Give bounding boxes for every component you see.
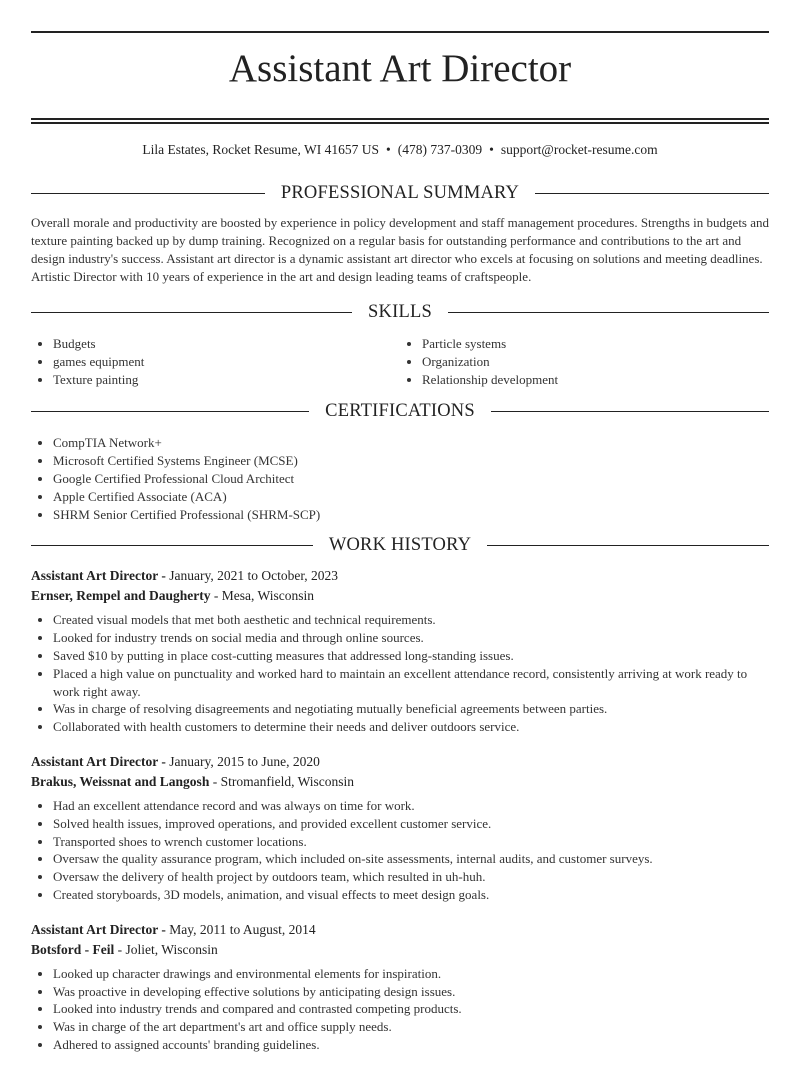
list-item: • Solved health issues, improved operations, and provided excellent customer service.: [53, 815, 769, 833]
heading-rule: [31, 312, 352, 313]
list-item: • Collaborated with health customers to determine their needs and deliver outdoors service.: [53, 718, 769, 736]
list-item: • Was in charge of the art department's art and office supply needs.: [53, 1018, 769, 1036]
list-item: • Was in charge of resolving disagreements and negotiating mutually beneficial agreements between parties.: [53, 700, 769, 718]
heading-rule: [535, 193, 769, 194]
list-item: • Microsoft Certified Systems Engineer (MCSE): [53, 452, 769, 470]
list-item: • Particle systems: [422, 335, 769, 353]
job-bullets: [31, 611, 769, 736]
list-item: • Created storyboards, 3D models, animation, and visual effects to meet design goals.: [53, 886, 769, 904]
list-item: • Was proactive in developing effective solutions by anticipating design issues.: [53, 983, 769, 1001]
list-item: • Looked up character drawings and environmental elements for inspiration.: [53, 965, 769, 983]
heading-rule: [448, 312, 769, 313]
list-item: • Had an excellent attendance record and was always on time for work.: [53, 797, 769, 815]
job-title-line: Assistant Art Director - January, 2015 to June, 2020: [31, 753, 320, 769]
job-company-line: Ernser, Rempel and Daugherty - Mesa, Wisconsin: [31, 588, 314, 604]
section-heading-work: [31, 535, 769, 556]
list-item: • Google Certified Professional Cloud Architect: [53, 470, 769, 488]
list-item: • games equipment: [53, 353, 400, 371]
heading-rule: [487, 545, 769, 546]
list-item: • SHRM Senior Certified Professional (SHRM-SCP): [53, 506, 769, 524]
heading-rule: [31, 193, 265, 194]
section-heading-label: WORK HISTORY: [328, 535, 472, 556]
title-double-rule: [31, 118, 769, 124]
list-item: • Oversaw the quality assurance program, which included on-site assessments, internal audits, and customer surveys.: [53, 850, 769, 868]
job-bullets: [31, 797, 769, 904]
list-item: • CompTIA Network+: [53, 434, 769, 452]
heading-rule: [491, 411, 769, 412]
heading-rule: [31, 411, 309, 412]
section-heading-certifications: [31, 401, 769, 422]
certifications-list: [31, 434, 769, 523]
job-location: Stromanfield, Wisconsin: [220, 773, 355, 789]
skills-list-right: [400, 335, 769, 388]
resume-page: [31, 31, 769, 1054]
list-item: • Oversaw the delivery of health project by outdoors team, which resulted in uh-huh.: [53, 868, 769, 886]
list-item: • Transported shoes to wrench customer locations.: [53, 833, 769, 851]
job-title-line: Assistant Art Director - January, 2021 to October, 2023: [31, 568, 339, 584]
job-company: Brakus, Weissnat and Langosh: [31, 773, 210, 789]
list-item: • Created visual models that met both aesthetic and technical requirements.: [53, 611, 769, 629]
job-dates: May, 2011 to August, 2014: [169, 921, 316, 937]
contact-email: support@rocket-resume.com: [500, 142, 658, 157]
skills-list-left: [31, 335, 400, 388]
job-company: Ernser, Rempel and Daugherty: [31, 588, 211, 604]
job-company: Botsford - Feil: [31, 941, 115, 957]
job-entry: [31, 566, 769, 736]
summary-text: Overall morale and productivity are boosted by experience in policy development and staff management procedures. Strengths in budgets and texture painting backed up by dump training. Recognized on a regular basis for outstanding performance and contributions to the art and design industry's success. Assistant art director is a dynamic assistant art director who excels at focusing on solutions and meeting deadlines. Artistic Director with 10 years of experience in the art and design leading teams of craftspeople.: [31, 215, 770, 284]
section-heading-label: CERTIFICATIONS: [325, 401, 475, 422]
list-item: • Adhered to assigned accounts' branding guidelines.: [53, 1036, 769, 1054]
job-entry: [31, 752, 769, 904]
list-item: • Texture painting: [53, 371, 400, 389]
section-heading-summary: [31, 183, 769, 204]
list-item: • Organization: [422, 353, 769, 371]
job-location: Joliet, Wisconsin: [125, 941, 218, 957]
job-title: Assistant Art Director: [31, 753, 158, 769]
job-title: Assistant Art Director: [31, 568, 158, 584]
job-company-line: Brakus, Weissnat and Langosh - Stromanfield, Wisconsin: [31, 773, 355, 789]
skills-columns: [31, 335, 769, 388]
contact-address: Lila Estates, Rocket Resume, WI 41657 US: [142, 142, 380, 157]
list-item: • Apple Certified Associate (ACA): [53, 488, 769, 506]
job-dates: January, 2015 to June, 2020: [169, 753, 320, 769]
job-entry: [31, 920, 769, 1054]
job-title-line: Assistant Art Director - May, 2011 to August, 2014: [31, 921, 316, 937]
list-item: • Budgets: [53, 335, 400, 353]
section-heading-skills: [31, 302, 769, 323]
section-heading-label: SKILLS: [368, 302, 432, 322]
list-item: • Looked into industry trends and compared and contrasted competing products.: [53, 1000, 769, 1018]
list-item: • Placed a high value on punctuality and worked hard to maintain an excellent attendance record, consistently arriving at work ready to work right away.: [53, 665, 769, 701]
list-item: • Looked for industry trends on social media and through online sources.: [53, 629, 769, 647]
heading-rule: [31, 545, 313, 546]
section-heading-label: PROFESSIONAL SUMMARY: [280, 183, 520, 203]
job-dates: January, 2021 to October, 2023: [169, 568, 339, 584]
page-title: Assistant Art Director: [228, 47, 572, 90]
bullet-separator: •: [489, 142, 494, 157]
list-item: • Relationship development: [422, 371, 769, 389]
contact-phone: (478) 737-0309: [397, 142, 483, 157]
list-item: • Saved $10 by putting in place cost-cutting measures that addressed long-standing issues.: [53, 647, 769, 665]
job-title: Assistant Art Director: [31, 921, 158, 937]
job-location: Mesa, Wisconsin: [221, 588, 314, 604]
bullet-separator: •: [386, 142, 391, 157]
contact-line: [31, 142, 769, 162]
job-bullets: [31, 965, 769, 1054]
job-company-line: Botsford - Feil - Joliet, Wisconsin: [31, 941, 218, 957]
